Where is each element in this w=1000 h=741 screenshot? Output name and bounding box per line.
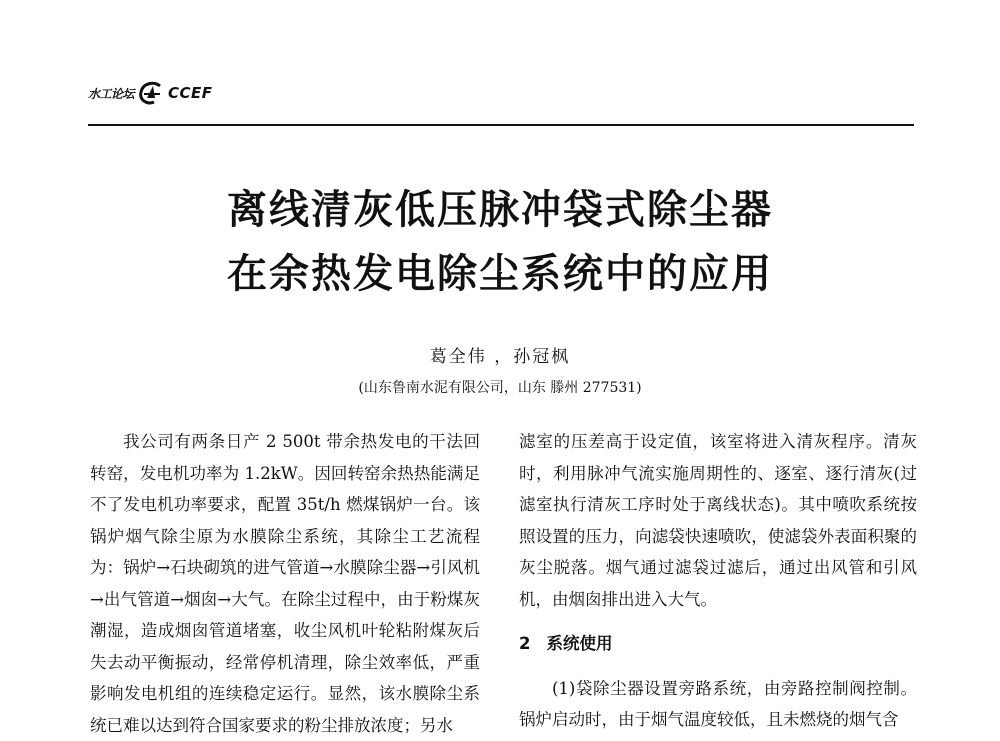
authors: 葛全伟 ，孙冠枫 bbox=[429, 347, 571, 367]
affiliation: (山东鲁南水泥有限公司，山东 滕州 277531) bbox=[358, 380, 642, 396]
body-paragraph: (1)袋除尘器设置旁路系统，由旁路控制阀控制。锅炉启动时，由于烟气温度较低，且未燃烧的烟气含 bbox=[519, 678, 917, 729]
section-number: 2 bbox=[519, 634, 531, 653]
logo-text-cn: 水工论坛 bbox=[88, 86, 135, 101]
logo-text-en: CCEF bbox=[168, 84, 213, 102]
left-column bbox=[90, 426, 480, 741]
section-title: 系统使用 bbox=[546, 634, 613, 653]
logo-swirl-icon bbox=[138, 80, 164, 106]
right-column bbox=[519, 426, 917, 736]
article-title-line-1: 离线清灰低压脉冲袋式除尘器 bbox=[227, 187, 773, 233]
article-title-line-2: 在余热发电除尘系统中的应用 bbox=[227, 251, 773, 297]
body-paragraph: 我公司有两条日产 2 500t 带余热发电的干法回转窑，发电机功率为 1.2kW。因回转窑余热热能满足不了发电机功率要求，配置 35t/h 燃煤锅炉一台。该锅炉烟气除尘原为水膜除尘系统，其除尘工艺流程为：锅炉→石块砌筑的进气管道→水膜除尘器→引风机→出气管道→烟囱→大气。在除尘过程中，由于粉煤灰潮湿，造成烟囱管道堵塞，收尘风机叶轮粘附煤灰后失去动平衡振动，经常停机清理，除尘效率低，严重影响发电机组的连续稳定运行。显然，该水膜除尘系统已难以达到符合国家要求的粉尘排放浓度；另水 bbox=[90, 432, 480, 735]
body-paragraph: 滤室的压差高于设定值，该室将进入清灰程序。清灰时，利用脉冲气流实施周期性的、逐室、逐行清灰(过滤室执行清灰工序时处于离线状态)。其中喷吹系统按照设置的压力，向滤袋快速喷吹，使滤袋外表面积聚的灰尘脱落。烟气通过滤袋过滤后，通过出风管和引风机，由烟囱排出进入大气。 bbox=[519, 432, 917, 609]
section-heading bbox=[519, 628, 917, 660]
header-rule bbox=[88, 124, 914, 126]
journal-logo bbox=[88, 80, 213, 106]
